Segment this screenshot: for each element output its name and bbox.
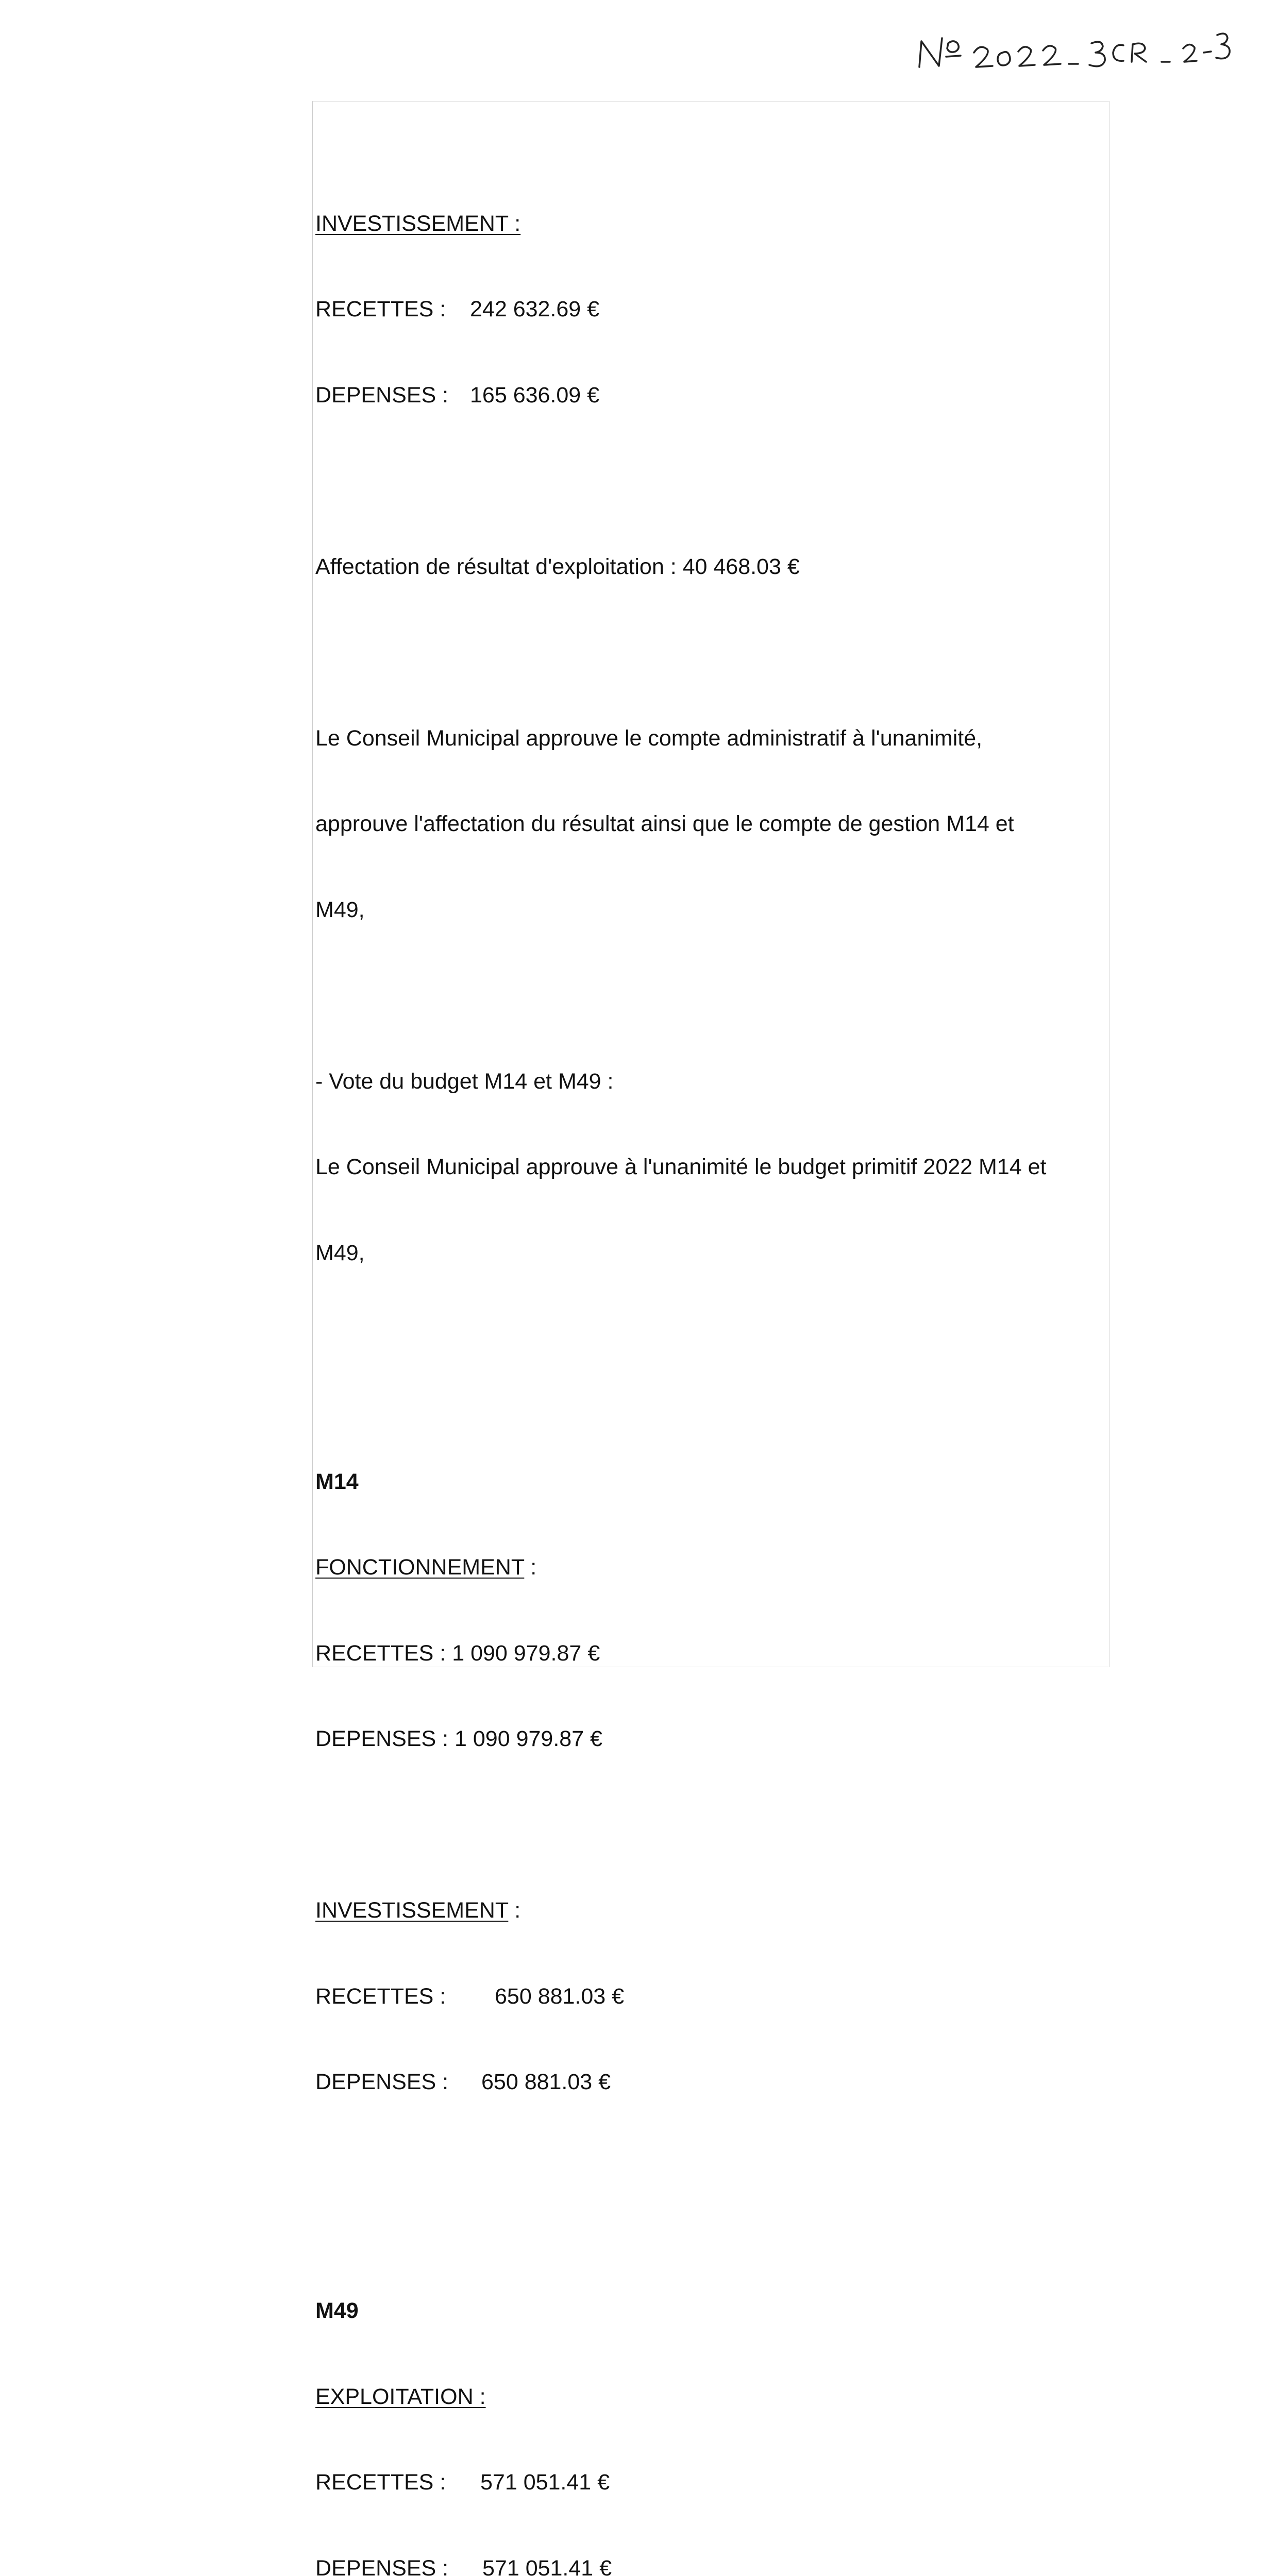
inv1-depenses-value: 165 636.09 € [470, 381, 599, 410]
handwritten-reference-note [912, 21, 1242, 77]
m14-fonct-colon: : [524, 1555, 536, 1580]
m49-expl-recettes-label: RECETTES : [315, 2468, 480, 2497]
affectation-line: Affectation de résultat d'exploitation : 40 468.03 € [315, 553, 1104, 582]
m14-inv-depenses-value: 650 881.03 € [481, 2068, 611, 2097]
approval-line-1: Le Conseil Municipal approuve le compte administratif à l'unanimité, [315, 724, 1104, 753]
minutes-content [315, 124, 1104, 2576]
m49-expl-recettes-value: 571 051.41 € [480, 2468, 610, 2497]
m14-inv-depenses-row [315, 2068, 1104, 2097]
m14-inv-heading-row [315, 1896, 1104, 1925]
m14-fonct-heading: FONCTIONNEMENT [315, 1555, 524, 1580]
m14-fonct-recettes: RECETTES : 1 090 979.87 € [315, 1639, 1104, 1668]
vote-budget-line-1: Le Conseil Municipal approuve à l'unanimité le budget primitif 2022 M14 et [315, 1153, 1104, 1182]
approval-line-2: approuve l'affectation du résultat ainsi que le compte de gestion M14 et [315, 810, 1104, 839]
handwritten-reference-drawing [912, 21, 1242, 77]
inv1-heading: INVESTISSEMENT : [315, 210, 1104, 239]
approval-line-3: M49, [315, 896, 1104, 925]
m49-expl-depenses-label: DEPENSES : [315, 2554, 482, 2576]
inv1-recettes-label: RECETTES : [315, 295, 470, 324]
inv1-recettes-row [315, 295, 1104, 324]
m49-expl-depenses-row [315, 2554, 1104, 2576]
m14-inv-depenses-label: DEPENSES : [315, 2068, 481, 2097]
m14-fonct-depenses: DEPENSES : 1 090 979.87 € [315, 1725, 1104, 1754]
inv1-depenses-row [315, 381, 1104, 410]
m14-inv-recettes-value: 650 881.03 € [495, 1982, 624, 2011]
m49-expl-recettes-row [315, 2468, 1104, 2497]
m49-expl-heading: EXPLOITATION : [315, 2383, 1104, 2412]
vote-budget-title: - Vote du budget M14 et M49 : [315, 1067, 1104, 1096]
m49-title: M49 [315, 2297, 1104, 2326]
m14-inv-colon: : [508, 1898, 520, 1923]
m14-title: M14 [315, 1468, 1104, 1497]
m14-inv-heading: INVESTISSEMENT [315, 1898, 508, 1923]
inv1-depenses-label: DEPENSES : [315, 381, 470, 410]
m14-inv-recettes-row [315, 1982, 1104, 2011]
m14-inv-recettes-label: RECETTES : [315, 1982, 495, 2011]
vote-budget-line-2: M49, [315, 1239, 1104, 1268]
inv1-recettes-value: 242 632.69 € [470, 295, 599, 324]
m14-fonct-heading-row [315, 1553, 1104, 1582]
m49-expl-depenses-value: 571 051.41 € [482, 2554, 612, 2576]
